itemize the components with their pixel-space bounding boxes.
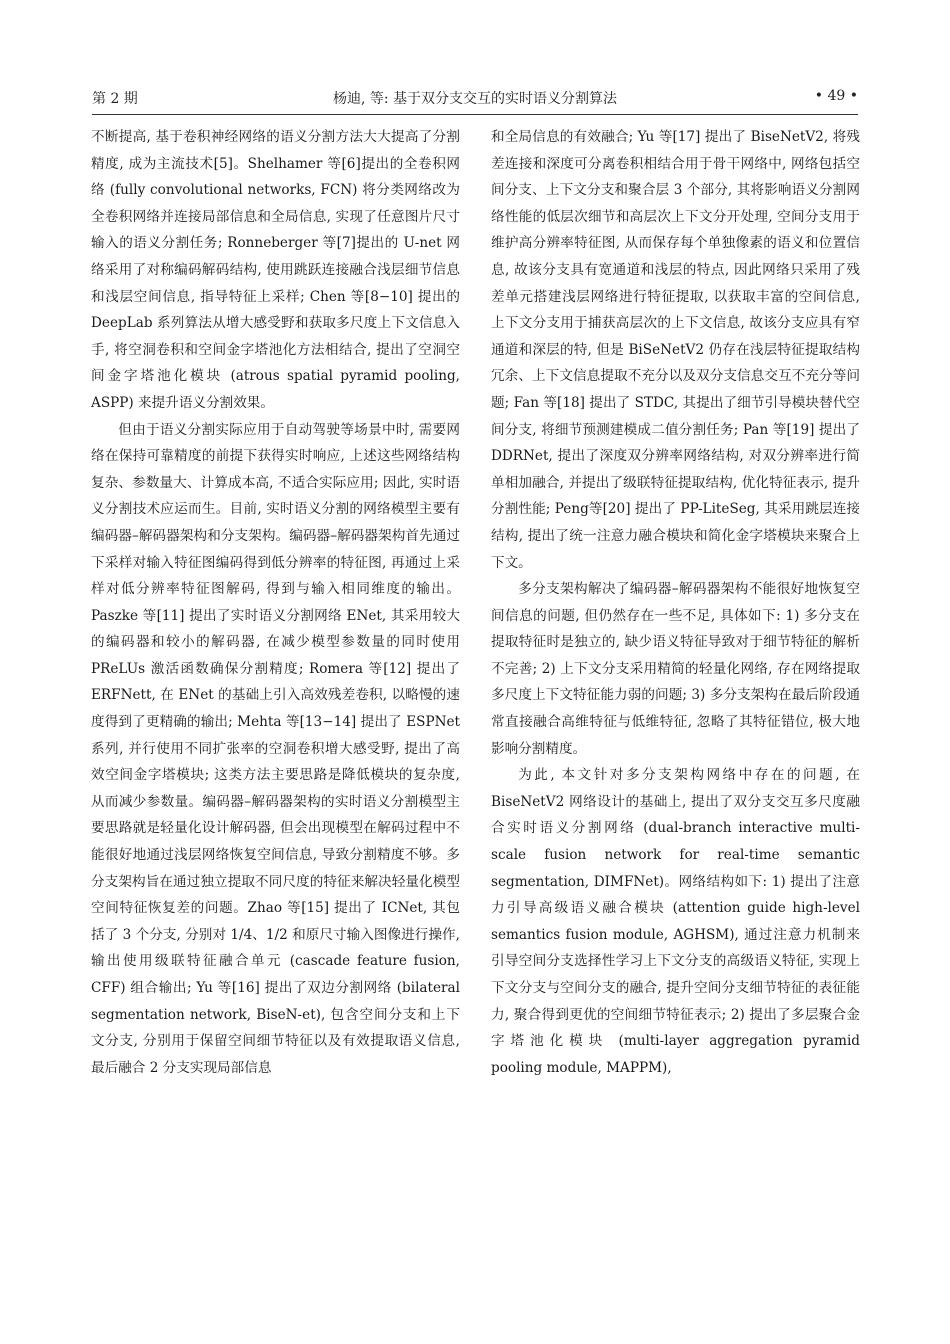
paragraph: 不断提高, 基于卷积神经网络的语义分割方法大大提高了分割精度, 成为主流技术[5]。Shelhamer 等[6]提出的全卷积网络 (fully convolutional networks, FCN) 将分类网络改为全卷积网络并连接局部信息和全局信息, 实现了任意图片尺寸输入的语义分割任务; Ronneberger 等[7]提出的 U-net 网络采用了对称编码解码结构, 使用跳跃连接融合浅层细节信息和浅层空间信息, 指导特征上采样; Chen 等[8−10] 提出的 DeepLab 系列算法从增大感受野和获取多尺度上下文信息入手, 将空洞卷积和空间金字塔池化方法相结合, 提出了空洞空间金字塔池化模块 (atrous spatial pyramid pooling, ASPP) 来提升语义分割效果。 [91,129,460,411]
running-title: 杨迪, 等: 基于双分支交互的实时语义分割算法 [332,91,618,107]
right-column [491,124,860,1334]
issue-number: 第 2 期 [92,91,138,107]
left-column [91,124,460,1334]
paragraph: 多分支架构解决了编码器–解码器架构不能很好地恢复空间信息的问题, 但仍然存在一些不足, 具体如下: 1) 多分支在提取特征时是独立的, 缺少语义特征导致对于细节特征的解析不完善; 2) 上下文分支采用精简的轻量化网络, 存在网络提取多尺度上下文特征能力弱的问题; 3) 多分支架构在最后阶段通常直接融合高维特征与低维特征, 忽略了其特征错位, 极大地影响分割精度。 [491,581,860,757]
paragraph: 为此, 本文针对多分支架构网络中存在的问题, 在 BiseNetV2 网络设计的基础上, 提出了双分支交互多尺度融合实时语义分割网络 (dual-branch interactive multi-scale fusion network for real-time semantic segmentation, DIMFNet)。网络结构如下: 1) 提出了注意力引导高级语义融合模块 (attention guide high-level semantics fusion module, AGHSM), 通过注意力机制来引导空间分支选择性学习上下文分支的高级语义特征, 实现上下文分支与空间分支的融合, 提升空间分支细节特征的表征能力, 聚合得到更优的空间细节特征表示; 2) 提出了多层聚合金字塔池化模块 (multi-layer aggregation pyramid pooling module, MAPPM), [491,767,860,1076]
paragraph: 但由于语义分割实际应用于自动驾驶等场景中时, 需要网络在保持可靠精度的前提下获得实时响应, 上述这些网络结构复杂、参数量大、计算成本高, 不适合实际应用; 因此, 实时语义分割技术应运而生。目前, 实时语义分割的网络模型主要有编码器–解码器架构和分支架构。编码器–解码器架构首先通过下采样对输入特征图编码得到低分辨率的特征图, 再通过上采样对低分辨率特征图解码, 得到与输入相同维度的输出。Paszke 等[11] 提出了实时语义分割网络 ENet, 其采用较大的编码器和较小的解码器, 在减少模型参数量的同时使用 PReLUs 激活函数确保分割精度; Romera 等[12] 提出了 ERFNett, 在 ENet 的基础上引入高效残差卷积, 以略慢的速度得到了更精确的输出; Mehta 等[13−14] 提出了 ESPNet 系列, 并行使用不同扩张率的空洞卷积增大感受野, 提出了高效空间金字塔模块; 这类方法主要思路是降低模块的复杂度, 从而减少参数量。编码器–解码器架构的实时语义分割模型主要思路就是轻量化设计解码器, 但会出现模型在解码过程中不能很好地通过浅层网络恢复空间信息, 导致分割精度不够。多分支架构旨在通过独立提取不同尺度的特征来解决轻量化模型空间特征恢复差的问题。Zhao 等[15] 提出了 ICNet, 其包括了 3 个分支, 分别对 1/4、1/2 和原尺寸输入图像进行操作, 输出使用级联特征融合单元 (cascade feature fusion, CFF) 组合输出; Yu 等[16] 提出了双边分割网络 (bilateral segmentation network, BiseN-et), 包含空间分支和上下文分支, 分别用于保留空间细节特征以及有效提取语义信息, 最后融合 2 分支实现局部信息 [91,421,460,1076]
paragraph: 和全局信息的有效融合; Yu 等[17] 提出了 BiseNetV2, 将残差连接和深度可分离卷积相结合用于骨干网络中, 网络包括空间分支、上下文分支和聚合层 3 个部分, 其将影响语义分割网络性能的低层次细节和高层次上下文分开处理, 空间分支用于维护高分辨率特征图, 从而保存每个单独像素的语义和位置信息, 故该分支具有宽通道和浅层的特点, 因此网络只采用了残差单元搭建浅层网络进行特征提取, 以获取丰富的空间信息, 上下文分支用于捕获高层次的上下文信息, 故该分支应具有窄通道和深层的特, 但是 BiSeNetV2 仍存在浅层特征提取结构冗余、上下文信息提取不充分以及双分支信息交互不充分等问题; Fan 等[18] 提出了 STDC, 其提出了细节引导模块替代空间分支, 将细节预测建模成二值分割任务; Pan 等[19] 提出了 DDRNet, 提出了深度双分辨率网络结构, 对双分辨率进行简单相加融合, 并提出了级联特征提取结构, 优化特征表示, 提升分割性能; Peng等[20] 提出了 PP-LiteSeg, 其采用跳层连接结构, 提出了统一注意力融合模块和简化金字塔模块来聚合上下文。 [491,129,860,571]
page-number: • 49 • [814,88,858,104]
running-header [92,88,858,112]
header-rule [92,114,858,115]
